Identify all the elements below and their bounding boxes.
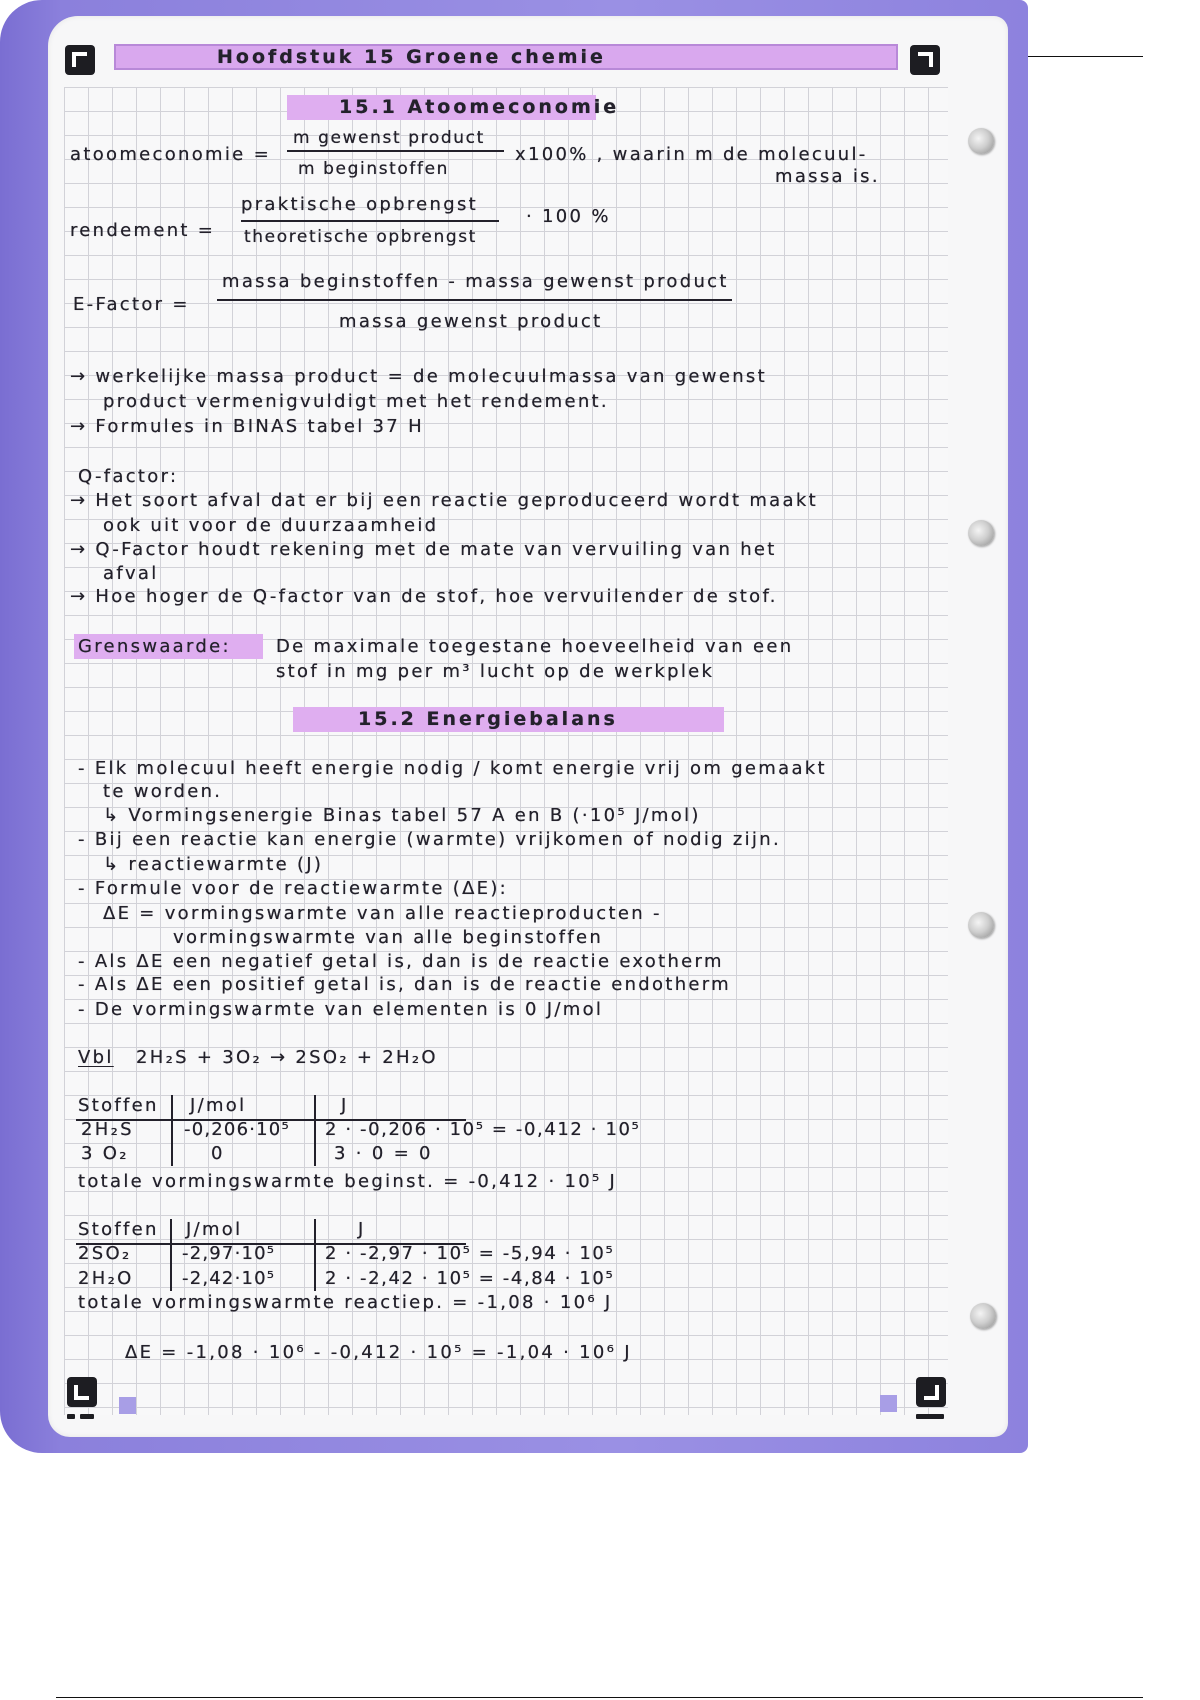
- table-total: totale vormingswarmte reactiep. = -1,08 · 10⁶ J: [78, 1292, 613, 1313]
- punch-hole: [968, 912, 994, 938]
- table-cell: 2 · -0,206 · 10⁵ = -0,412 · 10⁵: [325, 1119, 641, 1140]
- energy-line: te worden.: [103, 781, 223, 802]
- e-factor-denominator: massa gewenst product: [339, 311, 603, 332]
- table-total: totale vormingswarmte beginst. = -0,412 · 10⁵ J: [78, 1171, 618, 1192]
- q-factor-line: → Hoe hoger de Q-factor van de stof, hoe vervuilender de stof.: [70, 586, 778, 607]
- table-cell: 2 · -2,42 · 10⁵ = -4,84 · 10⁵: [325, 1268, 615, 1289]
- atom-economy-suffix-2: massa is.: [775, 166, 880, 187]
- punch-hole: [970, 1303, 996, 1329]
- punch-hole: [968, 520, 994, 546]
- section-heading-energiebalans: 15.2 Energiebalans: [358, 708, 618, 730]
- fraction-line: [217, 299, 732, 301]
- q-factor-line: → Q-Factor houdt rekening met de mate van vervuiling van het: [70, 539, 777, 560]
- table-header: Stoffen: [78, 1095, 159, 1116]
- energy-line: - Als ΔE een positief getal is, dan is de reactie endotherm: [78, 974, 732, 995]
- table-cell: 0: [211, 1143, 225, 1164]
- table-cell: -0,206·10⁵: [184, 1119, 290, 1140]
- table-header: J/mol: [186, 1219, 243, 1240]
- q-factor-line: ook uit voor de duurzaamheid: [103, 515, 439, 536]
- limit-term: Grenswaarde:: [78, 636, 231, 657]
- q-factor-line: → Het soort afval dat er bij een reactie geproduceerd wordt maakt: [70, 490, 818, 511]
- section-heading-atoomeconomie: 15.1 Atoomeconomie: [339, 96, 620, 118]
- yield-denominator: theoretische opbrengst: [244, 227, 477, 247]
- table-header: J: [341, 1095, 349, 1116]
- limit-definition-line: De maximale toegestane hoeveelheid van een: [276, 636, 794, 657]
- energy-line: ↳ Vormingsenergie Binas tabel 57 A en B (·10⁵ J/mol): [103, 805, 701, 826]
- energy-line: - Elk molecuul heeft energie nodig / komt energie vrij om gemaakt: [78, 758, 827, 779]
- corner-mark-icon: [910, 45, 940, 75]
- yield-suffix: · 100 %: [526, 206, 611, 227]
- fraction-line: [287, 150, 504, 152]
- energy-line: - Formule voor de reactiewarmte (ΔE):: [78, 878, 509, 899]
- table-header: J/mol: [190, 1095, 247, 1116]
- table-column-rule: [171, 1095, 173, 1166]
- q-factor-heading: Q-factor:: [78, 466, 179, 487]
- atom-economy-suffix: x100% , waarin m de molecuul-: [515, 144, 868, 165]
- corner-bar: [80, 1414, 94, 1419]
- table-cell: 2 · -2,97 · 10⁵ = -5,94 · 10⁵: [325, 1243, 615, 1264]
- e-factor-numerator: massa beginstoffen - massa gewenst product: [222, 271, 729, 292]
- fraction-line: [241, 220, 499, 222]
- table-cell: 2SO₂: [78, 1243, 132, 1264]
- corner-mark-icon: [65, 45, 95, 75]
- corner-bar: [67, 1414, 75, 1419]
- example-label: Vbl: [78, 1047, 114, 1068]
- table-header: Stoffen: [78, 1219, 159, 1240]
- q-factor-line: afval: [103, 563, 159, 584]
- table-cell: 3 O₂: [81, 1143, 129, 1164]
- page-title: Hoofdstuk 15 Groene chemie: [217, 46, 606, 68]
- note-line: → Formules in BINAS tabel 37 H: [70, 416, 424, 437]
- table-cell: -2,42·10⁵: [182, 1268, 276, 1289]
- energy-line: ΔE = vormingswarmte van alle reactieproducten -: [103, 903, 662, 924]
- energy-line: vormingswarmte van alle beginstoffen: [173, 927, 604, 948]
- energy-line: - De vormingswarmte van elementen is 0 J/mol: [78, 999, 604, 1020]
- corner-square: [880, 1395, 897, 1412]
- table-cell: -2,97·10⁵: [182, 1243, 276, 1264]
- corner-bar: [916, 1414, 944, 1419]
- table-column-rule: [314, 1219, 316, 1291]
- top-right-rule: [1028, 56, 1143, 57]
- energy-line: - Bij een reactie kan energie (warmte) vrijkomen of nodig zijn.: [78, 829, 781, 850]
- table-header: J: [358, 1219, 366, 1240]
- atom-economy-numerator: m gewenst product: [293, 128, 485, 148]
- corner-square: [119, 1397, 136, 1414]
- table-cell: 2H₂S: [81, 1119, 134, 1140]
- corner-mark-icon: [916, 1377, 946, 1407]
- energy-line: ↳ reactiewarmte (J): [103, 854, 324, 875]
- bottom-rule: [56, 1697, 1143, 1698]
- note-line: product vermenigvuldigt met het rendement.: [103, 391, 609, 412]
- e-factor-label: E-Factor =: [73, 294, 190, 315]
- note-line: → werkelijke massa product = de molecuulmassa van gewenst: [70, 366, 767, 387]
- energy-line: - Als ΔE een negatief getal is, dan is de reactie exotherm: [78, 951, 724, 972]
- yield-label: rendement =: [70, 220, 216, 241]
- atom-economy-label: atoomeconomie =: [70, 144, 271, 165]
- yield-numerator: praktische opbrengst: [241, 194, 479, 215]
- table-cell: 2H₂O: [78, 1268, 134, 1289]
- table-column-rule: [170, 1219, 172, 1291]
- table-cell: 3 · 0 = 0: [334, 1143, 433, 1164]
- delta-e-result: ΔE = -1,08 · 10⁶ - -0,412 · 10⁵ = -1,04 · 10⁶ J: [125, 1342, 632, 1363]
- limit-definition-line: stof in mg per m³ lucht op de werkplek: [276, 661, 715, 682]
- corner-mark-icon: [67, 1377, 97, 1407]
- table-column-rule: [314, 1095, 316, 1166]
- atom-economy-denominator: m beginstoffen: [298, 159, 450, 179]
- punch-hole: [968, 128, 994, 154]
- example-equation: 2H₂S + 3O₂ → 2SO₂ + 2H₂O: [136, 1047, 438, 1068]
